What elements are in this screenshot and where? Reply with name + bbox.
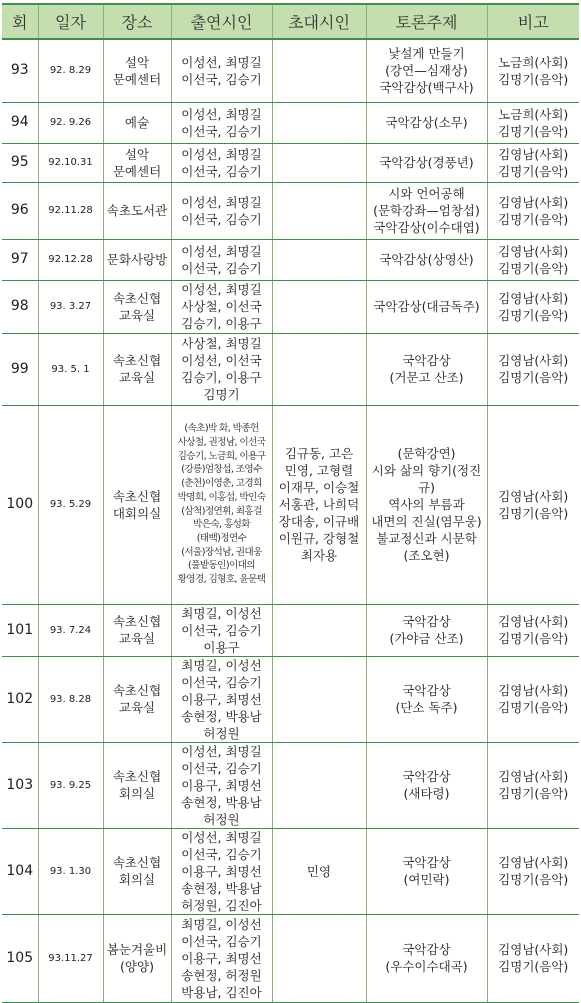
cell-guests [272,914,366,1002]
cell-no: 99 [2,333,38,405]
cell-topic: 국악감상(상영산) [366,239,487,280]
cell-place: 설악 문예센터 [103,39,171,102]
cell-note: 김영남(사회) 김명기(음악) [487,604,579,656]
cell-no: 98 [2,280,38,333]
table-row [2,102,579,143]
cell-place: 속초신협 대회의실 [103,405,171,604]
cell-date: 93. 5. 1 [38,333,103,405]
cell-place: 설악 문예센터 [103,143,171,182]
cell-performers: 이성선, 최명길 이선국, 김승기 [171,143,272,182]
cell-topic: 국악감상(소무) [366,102,487,143]
cell-performers: 이성선, 최명길 이선국, 김승기 이용구, 최명선 송현정, 박용남 허정원 [171,742,272,828]
cell-no: 93 [2,39,38,102]
header-guests: 초대시인 [272,4,366,39]
cell-topic: 국악감상 (거문고 산조) [366,333,487,405]
cell-topic: (문학강연) 시와 삶의 향기(정진규) 역사의 부름과 내면의 진실(염무웅) 불교정신과 시문학 (조오현) [366,405,487,604]
cell-no: 97 [2,239,38,280]
cell-place: 속초신협 회의실 [103,742,171,828]
table-row [2,182,579,239]
cell-note: 노금희(사회) 김명기(음악) [487,102,579,143]
cell-performers: 이성선, 최명길 사상철, 이선국 김승기, 이용구 [171,280,272,333]
header-place: 장소 [103,4,171,39]
table-row [2,333,579,405]
cell-guests [272,280,366,333]
cell-no: 102 [2,656,38,742]
cell-note: 김영남(사회) 김명기(음악) [487,742,579,828]
cell-date: 92.10.31 [38,143,103,182]
cell-performers: (속초)박 화, 박종헌 사상철, 권정남, 이선국 김승기, 노금희, 이용구 (강릉)엄창섭, 조영수 (춘천)이영춘, 고경희 박명희, 이홍섭, 박인숙 (삼척)정연휘, 최홍걸 박은숙, 홍성화 (태백)정연수 (서울)장석남, 권대웅 (풀밭동인)이대의 황영경, 김형호, 윤문택 [171,405,272,604]
cell-guests [272,604,366,656]
table-row [2,280,579,333]
cell-date: 93.11.27 [38,914,103,1002]
cell-guests [272,143,366,182]
cell-no: 101 [2,604,38,656]
table-row [2,604,579,656]
cell-date: 92. 9.26 [38,102,103,143]
cell-no: 103 [2,742,38,828]
cell-no: 95 [2,143,38,182]
table-row [2,656,579,742]
table-row [2,742,579,828]
cell-note: 노금희(사회) 김명기(음악) [487,39,579,102]
cell-topic: 국악감상 (새타령) [366,742,487,828]
cell-date: 93. 9.25 [38,742,103,828]
cell-topic: 국악감상 (단소 독주) [366,656,487,742]
cell-topic: 시와 언어공해 (문학강좌—엄창섭) 국악감상(이수대엽) [366,182,487,239]
cell-note: 김영남(사회) 김명기(음악) [487,914,579,1002]
cell-performers: 이성선, 최명길 이선국, 김승기 [171,182,272,239]
table-row [2,914,579,1002]
header-row [2,4,579,39]
cell-guests [272,742,366,828]
cell-note: 김영남(사회) 김명기(음악) [487,239,579,280]
cell-topic: 국악감상 (우수이수대곡) [366,914,487,1002]
cell-guests: 김규동, 고은 민영, 고형렬 이재무, 이승철 서홍관, 나희덕 장대송, 이규배 이원규, 강형철 최자용 [272,405,366,604]
header-performers: 출연시인 [171,4,272,39]
cell-place: 속초신협 교육실 [103,604,171,656]
cell-performers: 이성선, 최명길 이선국, 김승기 [171,239,272,280]
table-row [2,39,579,102]
cell-date: 93. 1.30 [38,828,103,914]
cell-place: 속초도서관 [103,182,171,239]
header-date: 일자 [38,4,103,39]
cell-date: 93. 7.24 [38,604,103,656]
cell-performers: 최명길, 이성선 이선국, 김승기 이용구, 최명선 송현정, 박용남 허정원 [171,656,272,742]
cell-date: 93. 5.29 [38,405,103,604]
cell-place: 문화사랑방 [103,239,171,280]
cell-guests [272,102,366,143]
cell-topic: 낯설게 만들기 (강연—심재상) 국악감상(백구사) [366,39,487,102]
cell-place: 속초신협 교육실 [103,656,171,742]
cell-date: 92.11.28 [38,182,103,239]
cell-date: 92. 8.29 [38,39,103,102]
cell-note: 김영남(사회) 김명기(음악) [487,828,579,914]
cell-date: 92.12.28 [38,239,103,280]
cell-performers: 최명길, 이성선 이선국, 김승기 이용구 [171,604,272,656]
cell-no: 100 [2,405,38,604]
table-row [2,405,579,604]
cell-guests [272,39,366,102]
cell-guests: 민영 [272,828,366,914]
header-no: 회 [2,4,38,39]
cell-performers: 최명길, 이성선 이선국, 김승기 이용구, 최명선 송현정, 허정원 박용남, 김진아 [171,914,272,1002]
cell-no: 96 [2,182,38,239]
cell-topic: 국악감상 (여민락) [366,828,487,914]
cell-performers: 사상철, 최명길 이성선, 이선국 김승기, 이용구 김명기 [171,333,272,405]
cell-note: 김영남(사회) 김명기(음악) [487,182,579,239]
cell-topic: 국악감상(대금독주) [366,280,487,333]
cell-place: 예술 [103,102,171,143]
cell-place: 속초신협 교육실 [103,333,171,405]
cell-date: 93. 8.28 [38,656,103,742]
cell-performers: 이성선, 최명길 이선국, 김승기 [171,102,272,143]
cell-performers: 이성선, 최명길 이선국, 김승기 이용구, 최명선 송현정, 박용남 허정원, 김진아 [171,828,272,914]
cell-topic: 국악감상(경풍년) [366,143,487,182]
table-row [2,828,579,914]
cell-topic: 국악감상 (가야금 산조) [366,604,487,656]
cell-place: 속초신협 교육실 [103,280,171,333]
cell-note: 김영남(사회) 김명기(음악) [487,143,579,182]
table-row [2,143,579,182]
cell-guests [272,333,366,405]
cell-place: 봄눈겨울비 (양양) [103,914,171,1002]
table-row [2,239,579,280]
cell-no: 105 [2,914,38,1002]
cell-note: 김영남(사회) 김명기(음악) [487,280,579,333]
cell-date: 93. 3.27 [38,280,103,333]
cell-guests [272,239,366,280]
cell-no: 94 [2,102,38,143]
cell-performers: 이성선, 최명길 이선국, 김승기 [171,39,272,102]
cell-guests [272,182,366,239]
header-note: 비고 [487,4,579,39]
cell-note: 김영남(사회) 김명기(음악) [487,333,579,405]
cell-note: 김영남(사회) 김명기(음악) [487,405,579,604]
header-topic: 토론주제 [366,4,487,39]
cell-guests [272,656,366,742]
schedule-table [2,3,579,1003]
cell-no: 104 [2,828,38,914]
cell-note: 김영남(사회) 김명기(음악) [487,656,579,742]
cell-place: 속초신협 회의실 [103,828,171,914]
